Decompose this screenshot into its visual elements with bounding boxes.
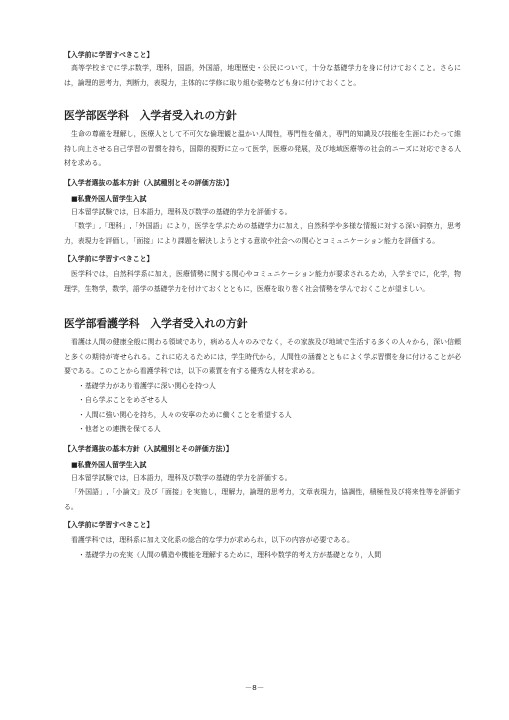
list-item: ・人間に強い関心を持ち，人々の安寧のために働くことを希望する人 xyxy=(78,410,292,419)
nursing-study-list xyxy=(64,548,461,563)
list-item: ・基礎学力の充実（人間の構造や機能を理解するために，理科や数学的考え方が基礎となり，人間 xyxy=(78,550,382,559)
medicine-eju-paragraph: 日本留学試験では，日本語力，理科及び数学の基礎的学力を評価する。 xyxy=(71,207,292,216)
list-item: ・基礎学力があり看護学に深い関心を持つ人 xyxy=(78,381,216,390)
medicine-entry-type: ■私費外国人留学生入試 xyxy=(71,194,147,203)
medicine-policy-title: 医学部医学科 入学者受入れの方針 xyxy=(64,109,237,122)
medicine-study-heading: 【入学前に学習すべきこと】 xyxy=(64,255,154,263)
medicine-intro: 生命の尊厳を理解し，医療人として不可欠な倫理観と温かい人間性，専門性を備え，専門的知識及び技能を生涯にわたって維持し向上させる自己学習の習慣を持ち，国際的視野に立って医学，医療の発展，及び地域医療等の社会的ニーズに対応できる人材を求める。 xyxy=(64,130,461,167)
page-number: －8－ xyxy=(244,683,265,692)
section-heading-study-before-admission: 【入学前に学習すべきこと】 xyxy=(64,51,154,59)
nursing-entry-type: ■私費外国人留学生入試 xyxy=(71,460,147,469)
list-item: ・自ら学ぶことをめざせる人 xyxy=(78,396,168,404)
nursing-study-paragraph: 看護学科では，理科系に加え文化系の総合的な学力が求められ，以下の内容が必要である。 xyxy=(71,536,354,544)
nursing-study-heading: 【入学前に学習すべきこと】 xyxy=(64,521,154,529)
nursing-intro: 看護は人間の健康全般に関わる領域であり，病める人々のみでなく，その家族及び地域で生活する多くの人々から，深い信頼と多くの期待が寄せられる。これに応えるためには，学生時代から，人間性の涵養とともによく学ぶ習慣を身に付けることが必要である。このことから看護学科では，以下の素質を有する優秀な人材を求める。 xyxy=(64,338,461,375)
study-paragraph: 高等学校までに学ぶ数学，理科，国語，外国語，地理歴史・公民について，十分な基礎学力を身に付けておくこと。さらには，論理的思考力，判断力，表現力，主体的に学修に取り組む姿勢なども身に付けておくこと。 xyxy=(64,64,461,87)
medicine-study-paragraph: 医学科では，自然科学系に加え，医療情勢に関する関心やコミュニケーション能力が要求されるため，入学までに，化学，物理学，生物学，数学，語学の基礎学力を付けておくとともに，医療を取り巻く社会情勢を学んでおくことが望ましい。 xyxy=(64,270,461,293)
nursing-selection-policy-heading: 【入学者選抜の基本方針（入試種別とその評価方法）】 xyxy=(64,444,233,453)
list-item: ・他者との連携を保てる人 xyxy=(78,425,161,433)
nursing-evaluation-paragraph: 「外国語」,「小論文」及び「面接」を実施し，理解力，論理的思考力，文章表現力，協調性，積極性及び将来性等を評価する。 xyxy=(64,488,461,511)
nursing-eju-paragraph: 日本留学試験では，日本語力，理科及び数学の基礎的学力を評価する。 xyxy=(71,473,292,482)
medicine-evaluation-paragraph: 「数学」,「理科」,「外国語」により，医学を学ぶための基礎学力に加え，自然科学や多様な情報に対する深い洞察力，思考力，表現力を評価し，「面接」により課題を解決しようとする意欲や社会への関心とコミュニケーション能力を評価する。 xyxy=(64,222,461,245)
nursing-qualities-list xyxy=(64,379,461,437)
page-content xyxy=(64,50,461,562)
medicine-selection-policy-heading: 【入学者選抜の基本方針（入試種別とその評価方法）】 xyxy=(64,178,233,187)
nursing-policy-title: 医学部看護学科 入学者受入れの方針 xyxy=(64,317,248,330)
